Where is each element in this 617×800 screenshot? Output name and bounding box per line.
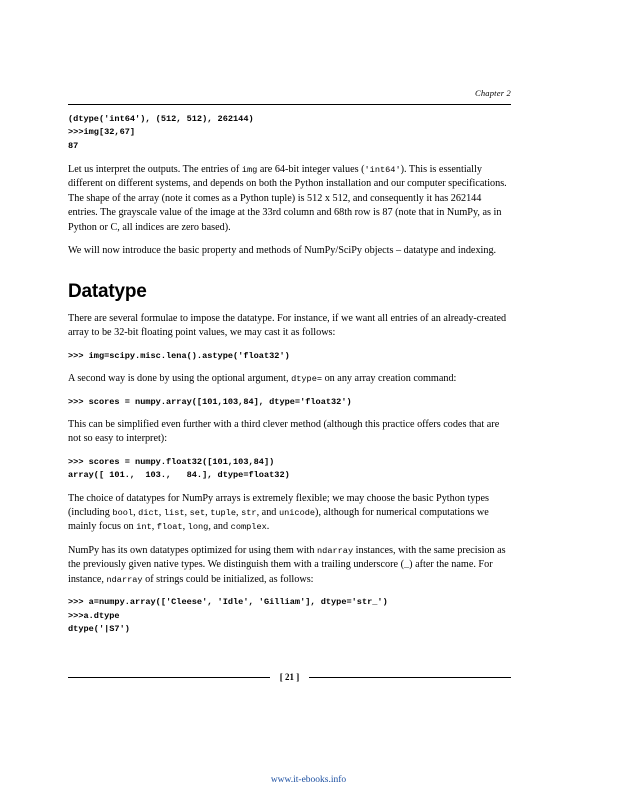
code-line: >>> img=scipy.misc.lena().astype('float32')	[68, 350, 290, 361]
text-fragment: NumPy has its own datatypes optimized for using them with	[68, 544, 318, 556]
footer-rule-left	[68, 677, 270, 678]
text-fragment: Let us interpret the outputs. The entries of	[68, 163, 242, 175]
footer-rule-right	[309, 677, 511, 678]
paragraph-numpy-datatypes	[68, 544, 511, 587]
page-content	[68, 88, 511, 645]
text-fragment: , and	[256, 507, 279, 518]
text-fragment: instances, with the same precision as the previously given native types. We distinguish them with a trailing underscore (	[68, 544, 506, 571]
inline-code-long: long	[187, 522, 209, 533]
inline-code-ndarray-1: ndarray	[317, 545, 354, 556]
text-fragment: are 64-bit integer values (	[257, 163, 365, 175]
code-line: >>> scores = numpy.array([101,103,84], dtype='float32')	[68, 396, 352, 407]
text-fragment: ,	[158, 507, 164, 518]
text-fragment: A second way is done by using the optional argument,	[68, 373, 292, 385]
inline-code-set: set	[189, 508, 206, 518]
watermark-site	[0, 775, 617, 785]
inline-code-str: str	[241, 508, 257, 518]
inline-code-list: list	[163, 508, 185, 518]
code-block-array-dtype	[68, 396, 511, 409]
inline-code-ndarray-2: ndarray	[106, 574, 143, 585]
inline-code-int64: 'int64'	[364, 164, 401, 175]
text-fragment: ), although for numerical computations we mainly focus on	[68, 507, 489, 533]
text-fragment: , and	[208, 521, 231, 533]
inline-code-int: int	[136, 522, 152, 533]
code-line: dtype('|S7')	[68, 624, 130, 635]
text-fragment: ,	[205, 507, 211, 518]
header-divider	[68, 104, 511, 105]
code-block-float32	[68, 456, 511, 483]
code-line: >>> scores = numpy.float32([101,103,84])	[68, 456, 275, 467]
inline-code-float: float	[156, 522, 183, 533]
text-fragment: ,	[184, 507, 190, 518]
code-line: array([ 101., 103., 84.], dtype=float32)	[68, 470, 290, 481]
code-block-str-array	[68, 596, 511, 636]
text-fragment: ,	[182, 521, 188, 533]
code-output-top-line1: (dtype('int64'), (512, 512), 262144)	[68, 114, 254, 124]
paragraph-datatype-choice	[68, 492, 511, 535]
text-fragment: ,	[236, 507, 242, 518]
code-output-top-line2: >>>img[32,67]	[68, 127, 136, 138]
section-heading-datatype: Datatype	[68, 280, 147, 302]
inline-code-img: img	[241, 164, 258, 175]
text-fragment: ,	[151, 521, 157, 533]
inline-code-underscore: _	[403, 560, 410, 571]
site-link[interactable]: www.it-ebooks.info	[270, 775, 347, 785]
code-output-top-line3: 87	[68, 140, 79, 151]
inline-code-complex: complex	[230, 522, 267, 533]
text-fragment: of strings could be initialized, as follows:	[142, 573, 314, 585]
text-fragment: ,	[133, 507, 139, 518]
page-footer	[68, 672, 511, 682]
paragraph-formulae-datatype: There are several formulae to impose the datatype. For instance, if we want all entries of an already-created array to be 32-bit floating point values, we may cast it as follows:	[68, 312, 507, 339]
paragraph-interpret-outputs	[68, 163, 511, 235]
running-header: Chapter 2	[474, 88, 511, 98]
paragraph-third-method: This can be simplified even further with a third clever method (although this practice offers codes that are not so easy to interpret):	[68, 418, 500, 445]
code-block-astype	[68, 350, 511, 363]
inline-code-unicode: unicode	[278, 508, 316, 518]
code-line: >>>a.dtype	[68, 610, 120, 621]
inline-code-dtype: dtype=	[291, 374, 323, 385]
page-number: [ 21 ]	[279, 672, 300, 682]
text-fragment: ). This is essentially different on different systems, and depends on both the Python installation and our computer specifications. The shape of the array (note it comes as a Python tuple) is 512 x 512, and consequently it has 262144 entries. The grayscale value of the image at the 33rd column and 68th row is 87 (note that in NumPy, as in Python or C, all indices are zero based).	[68, 163, 507, 233]
text-fragment: on any array creation command:	[322, 373, 457, 385]
inline-code-bool: bool	[112, 508, 134, 518]
inline-code-tuple: tuple	[210, 508, 236, 518]
text-fragment: The choice of datatypes for NumPy arrays is extremely flexible; we may choose the basic Python types (including	[68, 492, 489, 518]
code-line: >>> a=numpy.array(['Cleese', 'Idle', 'Gilliam'], dtype='str_')	[68, 597, 388, 608]
text-fragment: ) after the name. For instance,	[68, 559, 493, 585]
inline-code-dict: dict	[138, 508, 159, 518]
paragraph-second-way	[68, 372, 511, 386]
text-fragment: .	[266, 521, 270, 533]
paragraph-intro-properties: We will now introduce the basic property and methods of NumPy/SciPy objects – datatype and indexing.	[68, 245, 497, 257]
